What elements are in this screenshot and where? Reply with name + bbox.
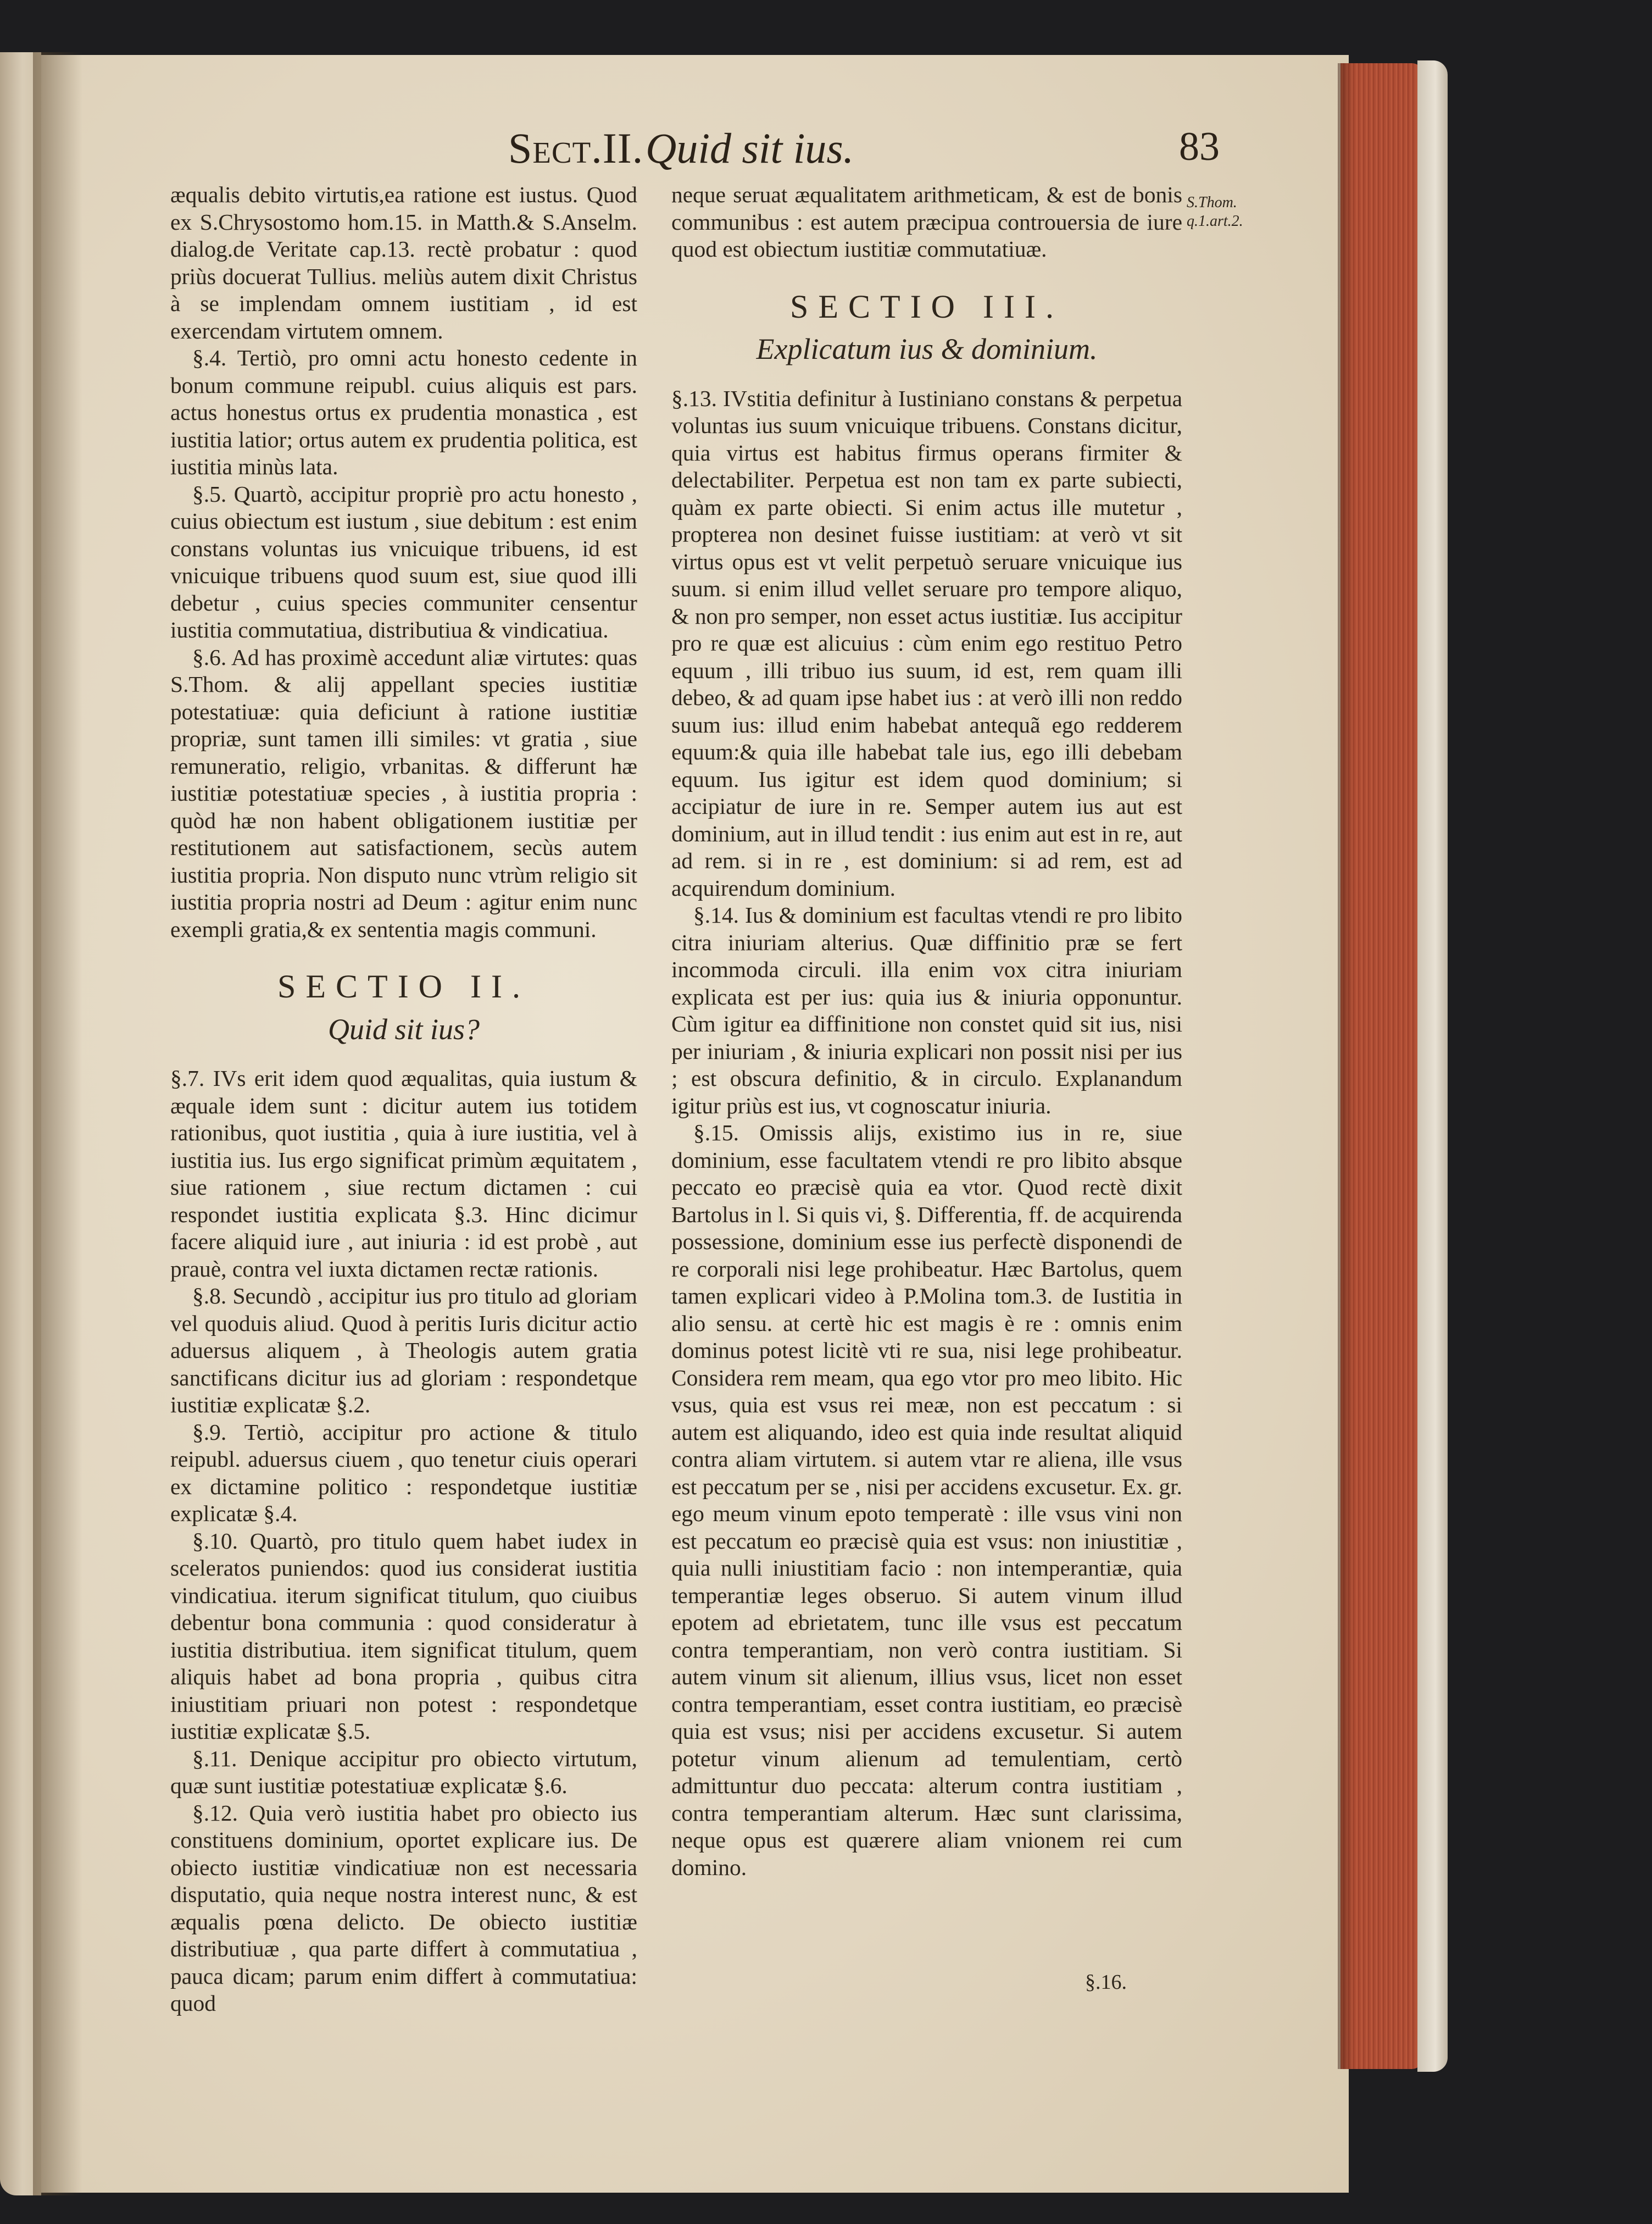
paragraph: §.5. Quartò, accipitur propriè pro actu honesto , cuius obiectum est iustum , siue debitum : est enim constans voluntas ius vnicuique tribuens, id est vnicuique tribuens quod suum est, siue quod illi debetur , cuius species communiter censentur iustitia commutatiua, distributiua & vindicatiua. <box>170 481 637 642</box>
paragraph: neque seruat æqualitatem arithmeticam, & est de bonis communibus : est autem præcipua controuersia de iure quod est obiectum iustitiæ commutatiuæ. <box>671 182 1182 262</box>
page-number: 83 <box>1179 124 1220 169</box>
paragraph: §.9. Tertiò, accipitur pro actione & titulo reipubl. aduersus ciuem , quo tenetur ciuis operari ex dictamine politico : respondetque iustitiæ explicatæ §.4. <box>170 1419 637 1526</box>
page-block-shadow <box>1338 63 1354 2069</box>
right-text-column <box>671 181 1182 1881</box>
running-head-title: Quid sit ius. <box>646 124 854 172</box>
paragraph: §.6. Ad has proximè accedunt aliæ virtutes: quas S.Thom. & alij appellant species iustitiæ potestatiuæ: quia deficiunt à ratione iustitiæ propriæ, sunt tamen illi similes: vt gratia , siue remuneratio, religio, vrbanitas. & differunt hæ iustitiæ potestatiuæ species , à iustitia propria : quòd hæ non habent obligationem iustitiæ per restitutionem aut satisfactionem, secùs autem iustitia propria. Non disputo nunc vtrùm religio sit iustitia propria nostri ad Deum : agitur enim nunc exempli gratia,& ex sententia magis communi. <box>170 644 637 942</box>
paragraph: §.12. Quia verò iustitia habet pro obiecto ius constituens dominium, oportet explicare ius. De obiecto iustitiæ vindicatiuæ non est necessaria disputatio, quia neque nostra interest nunc, & est æqualis pœna delicto. De obiecto iustitiæ distributiuæ , qua parte differt à commutatiua , pauca dicam; parum enim differt à commutatiua: quod <box>170 1800 637 2016</box>
section-subheading: Explicatum ius & dominium. <box>756 332 1098 365</box>
paragraph: §.7. IVs erit idem quod æqualitas, quia iustum & æquale idem sunt : dicitur autem ius totidem rationibus, quot iustitia , quia à iure iustitia, vel à iustitia ius. Ius ergo significat primùm æquitatem , siue rationem , siue rectum dictamen : cui respondet iustitia explicata §.3. Hinc dicimur facere aliquid iure , aut iniuria : id est probè , aut prauè, contra vel iuxta dictamen rectæ rationis. <box>170 1066 637 1282</box>
paragraph: §.10. Quartò, pro titulo quem habet iudex in sceleratos puniendos: quod ius considerat iustitia vindicatiua. iterum significat titulum, quo ciuibus debentur bona communia : quod consideratur à iustitia distributiua. item significat titulum, quem aliquis habet ad bona propria , quibus citra iniustitiam priuari non potest : respondetque iustitiæ explicatæ §.5. <box>170 1528 637 1744</box>
paragraph: §.14. Ius & dominium est facultas vtendi re pro libito citra iniuriam alterius. Quæ diffinitio præ se fert incommoda circuli. illa enim vox citra iniuriam explicata est per ius: quia ius & iniuria opponuntur. Cùm igitur ea diffinitione non constet quid sit ius, nisi per iniuriam , & iniuria explicari non possit nisi per ius ; est obscura definitio, & in circulo. Explanandum igitur priùs est ius, vt cognoscatur iniuria. <box>671 902 1182 1118</box>
running-head <box>494 124 1220 184</box>
paragraph: §.8. Secundò , accipitur ius pro titulo ad gloriam vel quoduis aliud. Quod à peritis Iuris dicitur actio aduersus aliquem , à Theologis autem gratia sanctificans dicitur ius ad gloriam : respondetque iustitiæ explicatæ §.2. <box>170 1283 637 1417</box>
section-heading: SECTIO II. <box>277 968 530 1005</box>
running-head-section: Sect.II. <box>508 124 644 172</box>
paragraph: §.4. Tertiò, pro omni actu honesto cedente in bonum commune reipubl. cuius aliquis est pars. actus honestus ortus ex prudentia monastica , est iustitia latior; ortus autem ex prudentia politica, est iustitia minùs lata. <box>170 345 637 479</box>
gutter-shadow <box>33 52 82 2195</box>
book-cover-edge <box>1417 60 1448 2072</box>
paragraph: §.15. Omissis alijs, existimo ius in re, siue dominium, esse facultatem vtendi re pro libito absque peccato eo præcisè quia ea vtor. Quod rectè dixit Bartolus in l. Si quis vi, §. Differentia, ff. de acquirenda possessione, dominium esse ius perfectè disponendi de re corporali nisi lege prohibeatur. Hæc Bartolus, quem tamen explicari video à P.Molina tom.3. de Iustitia in alio sensu. at certè hic est magis è re : omnis enim dominus potest licitè vti re sua, nisi lege prohibeatur. Considera rem meam, qua ego vtor pro meo libito. Hic vsus, quia est vsus rei meæ, non est peccatum : si autem est aliquando, ideo est quia inde resultat aliquid contra aliam virtutem. si autem vtar re aliena, ille vsus est peccatum per se , nisi per accidens excusetur. Ex. gr. ego meum vinum epoto temperatè : ille vsus vini non est peccatum eo præcisè quia est vsus: non iniustitiæ , quia nulli iniustitiam facio : non intemperantiæ, quia temperantiæ leges obseruo. Si autem vinum illud epotem ad ebrietatem, tunc ille vsus est peccatum contra temperantiam, non verò contra iustitiam. Si autem vinum sit alienum, illius vsus, licet non esset contra temperantiam, esset contra iustitiam, eo præcisè quia est vsus; nisi per accidens excusetur. Si autem potetur vinum alienum ad temulentiam, certò admittuntur duo peccata: alterum contra iustitiam , contra temperantiam alterum. Hæc sunt clarissima, neque opus est quærere aliam vnionem rei cum domino. <box>671 1120 1182 1880</box>
catchword: §.16. <box>1085 1971 1127 1994</box>
paragraph: §.11. Denique accipitur pro obiecto virtutum, quæ sunt iustitiæ potestatiuæ explicatæ §.6. <box>170 1745 637 1798</box>
paragraph: æqualis debito virtutis,ea ratione est iustus. Quod ex S.Chrysostomo hom.15. in Matth.& S.Anselm. dialog.de Veritate cap.13. rectè probatur : quod priùs docuerat Tullius. meliùs autem dixit Christus à se implendam omnem iustitiam , id est exercendam virtutem omnem. <box>170 182 637 343</box>
left-text-column <box>170 181 637 2017</box>
section-heading: SECTIO III. <box>790 288 1064 325</box>
section-subheading: Quid sit ius? <box>327 1012 480 1046</box>
paragraph: §.13. IVstitia definitur à Iustiniano constans & perpetua voluntas ius suum vnicuique tribuens. Constans dicitur, quia virtus est habitus firmus operans firmiter & delectabiliter. Perpetua est non tam ex parte subiecti, quàm ex parte obiecti. Si enim actus ille mutetur , propterea non desinet fuisse iustitiam: at verò vt sit virtus opus est vt velit perpetuò seruare vnicuique ius suum. si enim illud vellet seruare pro tempore aliquo, & non pro semper, non esset actus iustitiæ. Ius accipitur pro re quæ est alicuius : cùm enim ego restituo Petro equum , illi tribuo ius suum, id est, rem quam illi debeo, & ad quam ipse habet ius : at verò illi non reddo suum ius: illud enim habebat antequã ego redderem equum:& quia ille habebat tale ius, ego illi debebam equum. Ius igitur est idem quod dominium; si accipiatur de iure in re. Semper autem ius aut est dominium, aut in illud tendit : ius enim aut est in re, aut ad rem. si in re , est dominium: si ad rem, est ad acquirendum dominium. <box>671 385 1182 901</box>
marginal-note: S.Thom. q.1.art.2. <box>1187 194 1243 230</box>
